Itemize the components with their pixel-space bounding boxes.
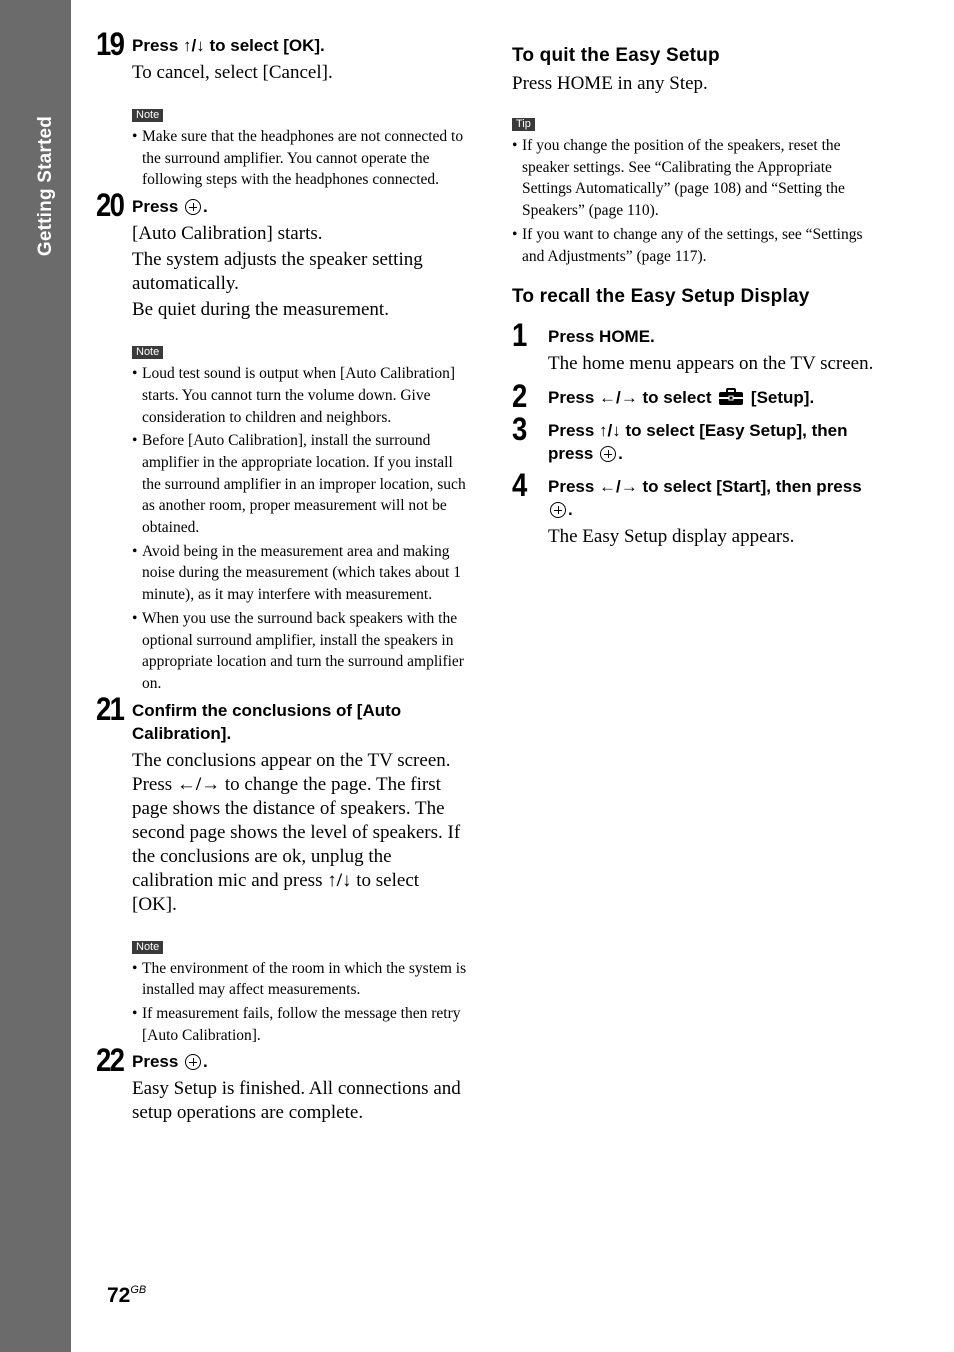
- tip-item: • If you change the position of the speakers, reset the speaker settings. See “Calibrating the Appropriate Settings Automatically” (page 108) and “Setting the Speakers” (page 110).: [512, 135, 884, 222]
- step-number: 1: [512, 317, 526, 354]
- step-number: 19: [96, 26, 124, 62]
- tip-item: • If you want to change any of the settings, see “Settings and Adjustments” (page 117).: [512, 224, 884, 267]
- up-down-arrow-icon: ↑/↓: [183, 36, 205, 55]
- step-heading: Press ↑/↓ to select [OK].: [132, 36, 325, 55]
- step-number: 22: [96, 1042, 124, 1079]
- step-heading: Press ↑/↓ to select [Easy Setup], then press .: [548, 421, 848, 464]
- section-label: Getting Started: [35, 115, 56, 257]
- up-down-arrow-icon: ↑/↓: [599, 421, 621, 441]
- step-body: The conclusions appear on the TV screen. Press ←/→ to change the page. The first page shows the distance of speakers. The second page shows the level of speakers. If the conclusions are ok, unplug the calibration mic and press ↑/↓ to select [OK].: [132, 749, 461, 915]
- step-body: Be quiet during the measurement.: [132, 299, 389, 321]
- step-body: Easy Setup is finished. All connections and setup operations are complete.: [132, 1078, 461, 1124]
- step-body: The home menu appears on the TV screen.: [548, 353, 874, 375]
- section-title-quit: To quit the Easy Setup: [512, 45, 720, 66]
- step-heading: Press ←/→ to select [Setup].: [548, 388, 815, 408]
- left-right-arrow-icon: ←/→: [599, 388, 638, 408]
- left-right-arrow-icon: ←/→: [176, 773, 221, 795]
- step-number: 21: [96, 690, 124, 727]
- step-body: The system adjusts the speaker setting automatically.: [132, 249, 423, 295]
- section-title-recall: To recall the Easy Setup Display: [512, 286, 810, 308]
- enter-button-icon: [185, 1054, 201, 1070]
- step-number: 4: [512, 467, 526, 504]
- note-block: [132, 105, 468, 191]
- note-block: [132, 342, 468, 695]
- page-number: $72^{GB}$: [107, 1284, 147, 1307]
- step-heading: Press HOME.: [548, 327, 655, 347]
- step-heading: Press .: [132, 1052, 208, 1072]
- tip-tag: Tip: [512, 118, 535, 131]
- section-sidebar: [0, 0, 71, 1352]
- note-item: • Loud test sound is output when [Auto Calibration] starts. You cannot turn the volume down. Give consideration to children and neighbors.: [132, 363, 468, 428]
- step-body: To cancel, select [Cancel].: [132, 62, 333, 83]
- up-down-arrow-icon: ↑/↓: [327, 869, 352, 891]
- step-heading: Confirm the conclusions of [Auto Calibration].: [132, 700, 402, 743]
- left-right-arrow-icon: ←/→: [599, 477, 638, 497]
- note-item: • The environment of the room in which the system is installed may affect measurements.: [132, 958, 468, 1001]
- tip-block: [512, 114, 884, 267]
- left-column: [96, 26, 468, 1125]
- step-19: [96, 26, 468, 85]
- toolbox-setup-icon: [718, 388, 744, 406]
- step-number: 2: [512, 378, 526, 415]
- note-tag: Note: [132, 346, 163, 359]
- step-22: [96, 1042, 468, 1125]
- enter-button-icon: [185, 199, 201, 215]
- step-number: 20: [96, 187, 124, 224]
- note-tag: Note: [132, 109, 163, 122]
- note-block: [132, 937, 468, 1047]
- step-20: [96, 187, 468, 322]
- step-number: 3: [512, 411, 526, 448]
- note-item: • Make sure that the headphones are not connected to the surround amplifier. You cannot operate the following steps with the headphones connected.: [132, 126, 468, 191]
- enter-button-icon: [550, 502, 566, 518]
- recall-step-2: [512, 378, 884, 415]
- quit-body: Press HOME in any Step.: [512, 73, 708, 94]
- step-heading: Press ←/→ to select [Start], then press .: [548, 477, 862, 520]
- step-body: The Easy Setup display appears.: [548, 526, 795, 548]
- right-column: [512, 44, 884, 549]
- enter-button-icon: [600, 446, 616, 462]
- note-item: • When you use the surround back speakers with the optional surround amplifier, install the speakers in appropriate location and turn the surround amplifier on.: [132, 608, 468, 695]
- recall-step-1: [512, 317, 884, 376]
- step-body: [Auto Calibration] starts.: [132, 223, 323, 245]
- recall-step-4: [512, 467, 884, 549]
- note-item: • If measurement fails, follow the message then retry [Auto Calibration].: [132, 1003, 468, 1046]
- note-item: • Avoid being in the measurement area and making noise during the measurement (which takes about 1 minute), as it may interfere with measurement.: [132, 541, 468, 606]
- step-21: [96, 690, 468, 917]
- recall-step-3: [512, 411, 884, 465]
- note-tag: Note: [132, 941, 163, 954]
- step-heading: Press .: [132, 197, 208, 217]
- note-item: • Before [Auto Calibration], install the surround amplifier in the appropriate location. If you install the surround amplifier in an improper location, such as another room, proper measurement will not be obtained.: [132, 430, 468, 539]
